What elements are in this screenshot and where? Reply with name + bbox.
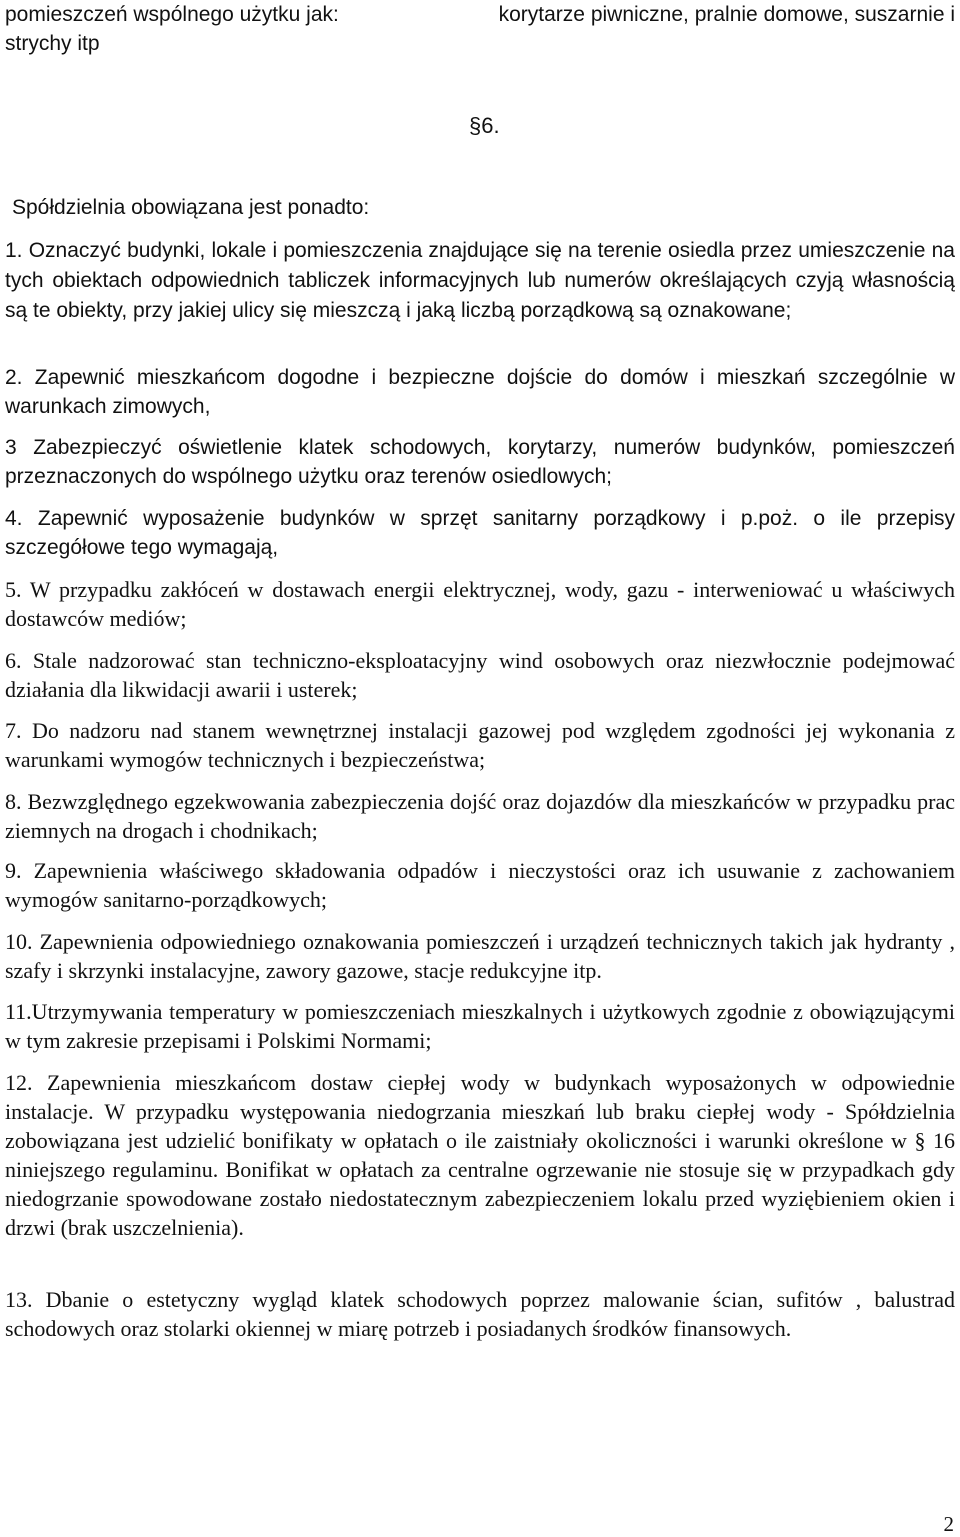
list-item-11: 11.Utrzymywania temperatury w pomieszczeniach mieszkalnych i użytkowych zgodnie z obowiązującymi w tym zakresie przepisami i Polskimi Normami; xyxy=(5,999,955,1053)
intro-line-1-right: korytarze piwniczne, pralnie domowe, suszarnie i xyxy=(498,3,955,26)
intro-line-1-left: pomieszczeń wspólnego użytku jak: xyxy=(5,3,339,26)
list-item-5: 5. W przypadku zakłóceń w dostawach energii elektrycznej, wody, gazu - interweniować u właściwych dostawców mediów; xyxy=(5,577,955,631)
list-item-13: 13. Dbanie o estetyczny wygląd klatek schodowych poprzez malowanie ścian, sufitów , balustrad schodowych oraz stolarki okiennej w miarę potrzeb i posiadanych środków finansowych. xyxy=(5,1287,955,1341)
list-item-7: 7. Do nadzoru nad stanem wewnętrznej instalacji gazowej pod względem zgodności jej wykonania z warunkami wymogów technicznych i bezpieczeństwa; xyxy=(5,718,955,772)
list-item-12: 12. Zapewnienia mieszkańcom dostaw ciepłej wody w budynkach wyposażonych w odpowiednie instalacje. W przypadku występowania niedogrzania mieszkań lub braku ciepłej wody - Spółdzielnia zobowiązana jest udzielić bonifikaty w opłatach o ile zaistniały okoliczności i warunki określone w § 16 niniejszego regulaminu. Bonifikat w opłatach za centralne ogrzewanie nie stosuje się w przypadkach gdy niedogrzanie spowodowane zostało niedostatecznym zabezpieczeniem lokalu przed wyziębieniem okien i drzwi (brak uszczelnienia). xyxy=(5,1070,955,1240)
list-item-3: 3 Zabezpieczyć oświetlenie klatek schodowych, korytarzy, numerów budynków, pomieszczeń przeznaczonych do wspólnego użytku oraz terenów osiedlowych; xyxy=(5,436,955,488)
page-number: 2 xyxy=(943,1512,954,1536)
intro-line-2: strychy itp xyxy=(5,32,100,55)
list-item-10: 10. Zapewnienia odpowiedniego oznakowania pomieszczeń i urządzeń technicznych takich jak hydranty , szafy i skrzynki instalacyjne, zawory gazowe, stacje redukcyjne itp. xyxy=(5,929,955,983)
list-item-4: 4. Zapewnić wyposażenie budynków w sprzęt sanitarny porządkowy i p.poż. o ile przepisy szczegółowe tego wymagają, xyxy=(5,507,955,559)
section-number: §6. xyxy=(469,113,500,138)
intro-paragraph xyxy=(5,0,955,58)
lead-sentence: Spółdzielnia obowiązana jest ponadto: xyxy=(12,196,370,219)
list-item-6: 6. Stale nadzorować stan techniczno-eksploatacyjny wind osobowych oraz niezwłocznie podejmować działania dla likwidacji awarii i usterek; xyxy=(5,648,955,702)
list-item-1: 1. Oznaczyć budynki, lokale i pomieszczenia znajdujące się na terenie osiedla przez umieszczenie na tych obiektach odpowiednich tabliczek informacyjnych lub numerów określających czyją własnością są te obiekty, przy jakiej ulicy się mieszczą i jaką liczbą porządkową są oznakowane; xyxy=(5,239,955,322)
list-item-2: 2. Zapewnić mieszkańcom dogodne i bezpieczne dojście do domów i mieszkań szczególnie w warunkach zimowych, xyxy=(5,366,955,418)
intro-line-1 xyxy=(5,0,955,29)
list-item-9: 9. Zapewnienia właściwego składowania odpadów i nieczystości oraz ich usuwanie z zachowaniem wymogów sanitarno-porządkowych; xyxy=(5,858,955,912)
list-item-8: 8. Bezwzględnego egzekwowania zabezpieczenia dojść oraz dojazdów dla mieszkańców w przypadku prac ziemnych na drogach i chodnikach; xyxy=(5,789,955,843)
